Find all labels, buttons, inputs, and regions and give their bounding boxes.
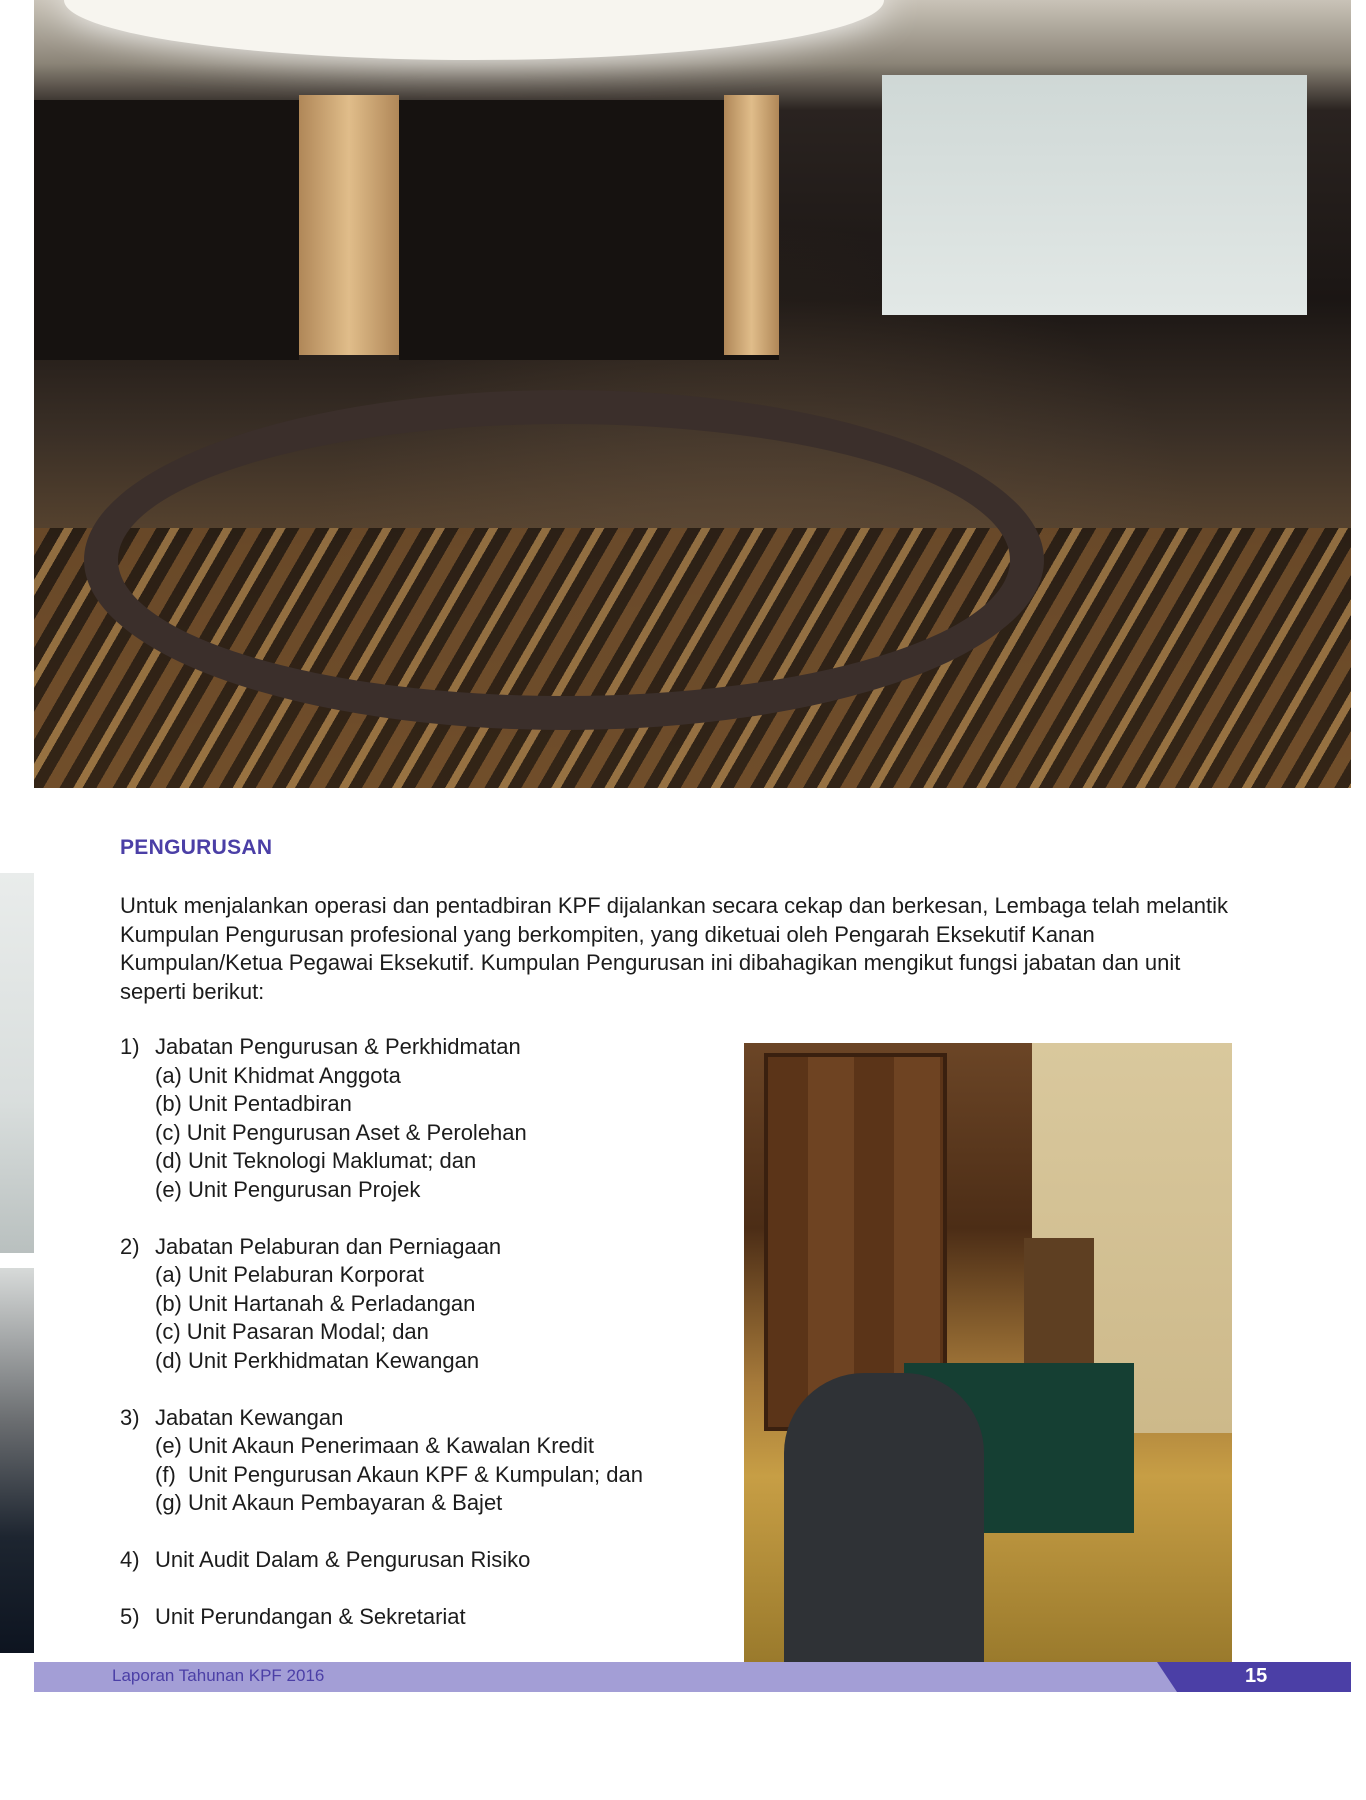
- left-edge-photo-top: [0, 873, 34, 1253]
- department-item: [120, 1603, 720, 1632]
- department-title: Unit Perundangan & Sekretariat: [155, 1604, 466, 1629]
- unit-item: (c) Unit Pengurusan Aset & Perolehan: [155, 1119, 527, 1145]
- unit-item: (f) Unit Pengurusan Akaun KPF & Kumpulan; dan: [155, 1461, 643, 1487]
- unit-item: (e) Unit Pengurusan Projek: [155, 1176, 421, 1202]
- department-title-row: [120, 1033, 720, 1062]
- page-number: 15: [1245, 1665, 1268, 1687]
- department-item: [120, 1404, 720, 1518]
- unit-list: [120, 1432, 720, 1518]
- department-number: 5): [120, 1604, 140, 1629]
- ceiling-light: [64, 0, 884, 60]
- unit-item: (b) Unit Hartanah & Perladangan: [155, 1290, 476, 1316]
- department-number: 2): [120, 1233, 140, 1259]
- unit-item: (a) Unit Khidmat Anggota: [155, 1062, 401, 1088]
- department-item: [120, 1233, 720, 1376]
- footer-report-title: Laporan Tahunan KPF 2016: [112, 1666, 325, 1685]
- section-heading: PENGURUSAN: [120, 836, 273, 859]
- conference-table: [84, 390, 1044, 730]
- department-title: Unit Audit Dalam & Pengurusan Risiko: [155, 1547, 531, 1572]
- pillar-left: [299, 95, 399, 355]
- unit-item: (c) Unit Pasaran Modal; dan: [155, 1319, 429, 1344]
- unit-item: (e) Unit Akaun Penerimaan & Kawalan Kredit: [155, 1433, 595, 1458]
- speaker-photo: [744, 1043, 1232, 1662]
- unit-list: [120, 1062, 720, 1205]
- department-title-row: [120, 1603, 720, 1632]
- left-edge-photo-bottom: [0, 1268, 34, 1653]
- pillar-right: [724, 95, 779, 355]
- unit-list: [120, 1261, 720, 1375]
- curtain-left: [34, 100, 299, 360]
- department-title-row: [120, 1233, 720, 1262]
- department-item: [120, 1033, 720, 1204]
- unit-item: (d) Unit Teknologi Maklumat; dan: [155, 1148, 477, 1173]
- unit-item: (a) Unit Pelaburan Korporat: [155, 1262, 425, 1287]
- department-list: [120, 1033, 720, 1660]
- department-item: [120, 1546, 720, 1575]
- department-title-row: [120, 1404, 720, 1433]
- seated-attendee: [784, 1373, 984, 1662]
- board-meeting-photo: [34, 0, 1351, 788]
- curtain-center: [399, 100, 779, 360]
- unit-item: (g) Unit Akaun Pembayaran & Bajet: [155, 1490, 503, 1515]
- department-title: Jabatan Pelaburan dan Perniagaan: [155, 1233, 502, 1259]
- unit-item: (b) Unit Pentadbiran: [155, 1091, 352, 1116]
- department-title: Jabatan Kewangan: [155, 1404, 344, 1430]
- department-title: Jabatan Pengurusan & Perkhidmatan: [155, 1034, 521, 1059]
- department-number: 3): [120, 1404, 140, 1430]
- department-number: 4): [120, 1547, 140, 1572]
- department-title-row: [120, 1546, 720, 1575]
- department-number: 1): [120, 1034, 140, 1059]
- unit-item: (d) Unit Perkhidmatan Kewangan: [155, 1347, 480, 1373]
- intro-paragraph: Untuk menjalankan operasi dan pentadbiran KPF dijalankan secara cekap dan berkesan, Lembaga telah melantik Kumpulan Pengurusan profesional yang berkompiten, yang diketuai oleh Pengarah Eksekutif Kanan Kumpulan/Ketua Pegawai Eksekutif. Kumpulan Pengurusan ini dibahagikan mengikut fungsi jabatan dan unit seperti berikut:: [120, 893, 1229, 1004]
- presentation-screen: [882, 75, 1307, 315]
